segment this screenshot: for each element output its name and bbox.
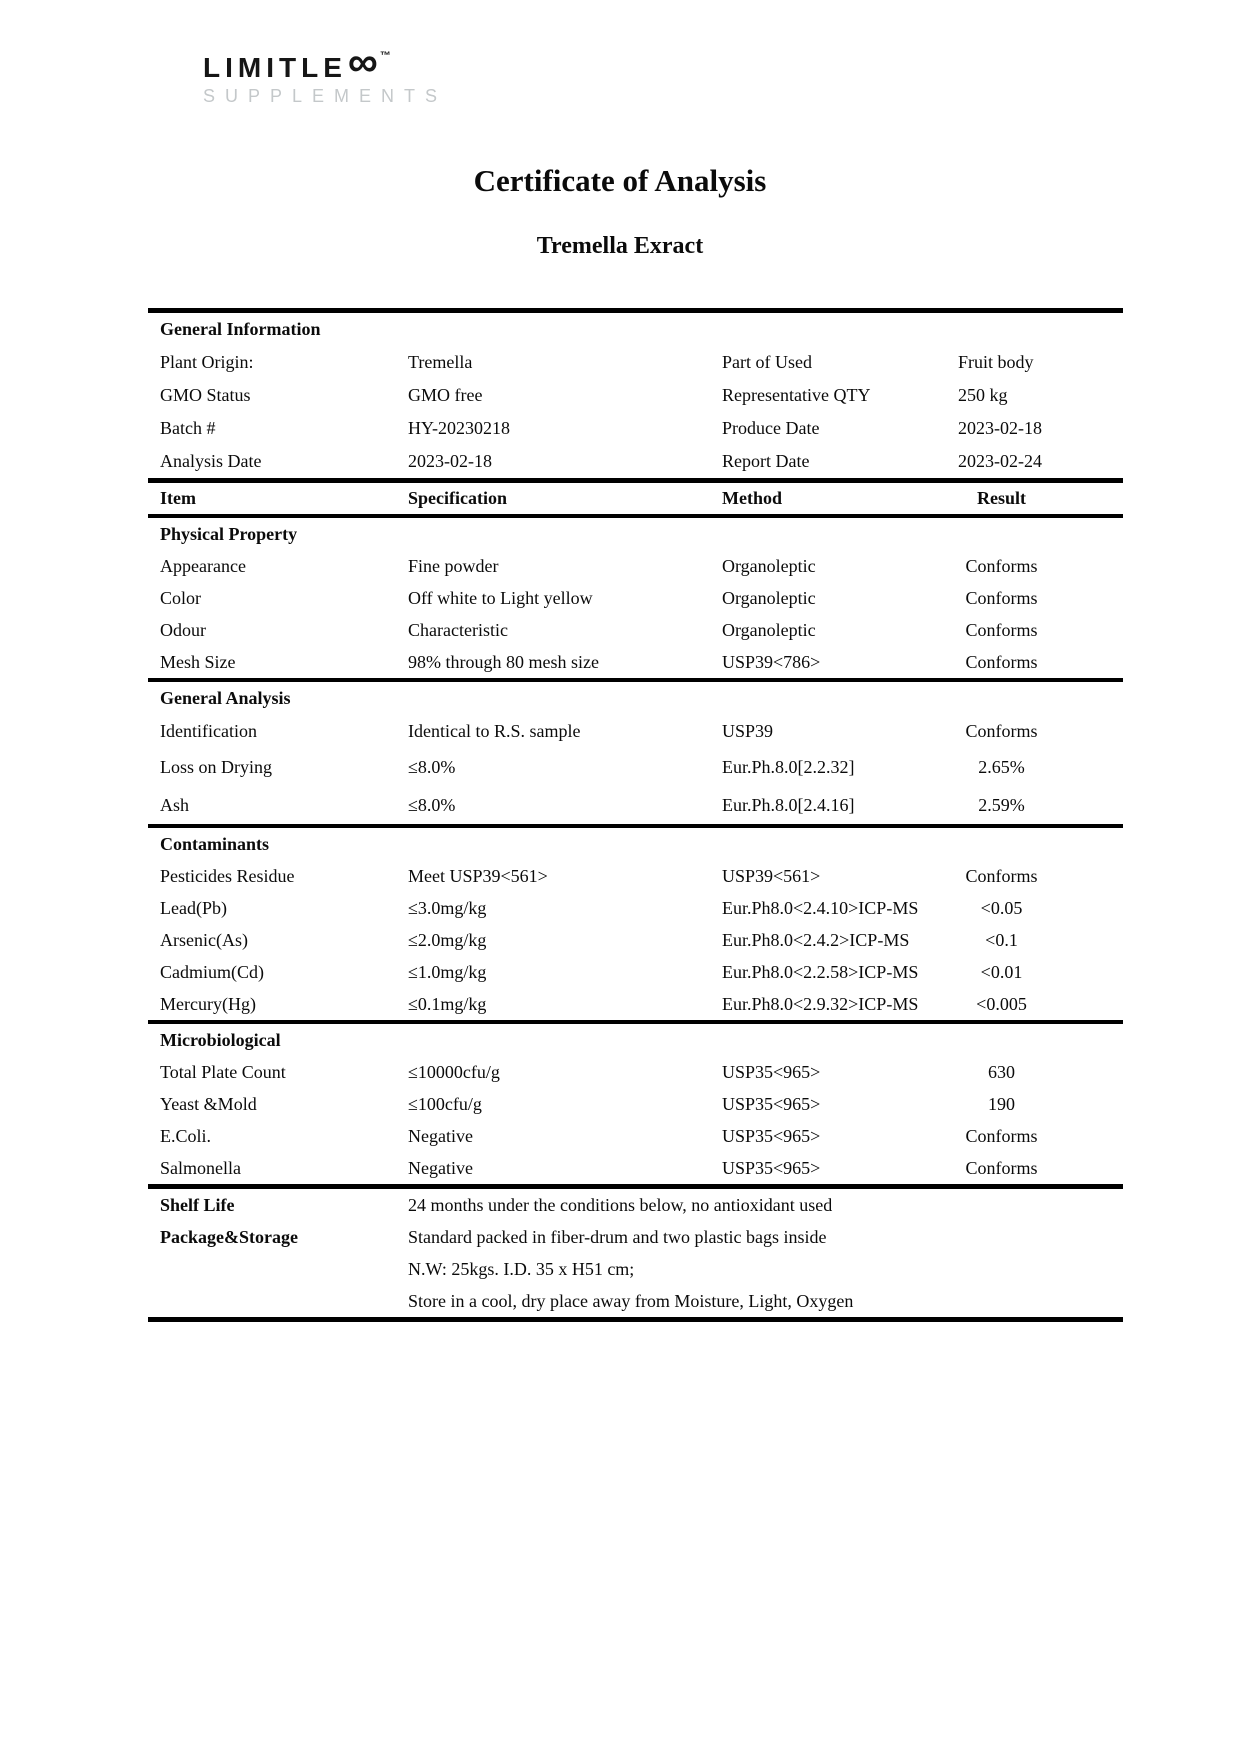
result-cell: Conforms bbox=[965, 1125, 1038, 1146]
analysis-sections bbox=[148, 518, 1123, 1184]
footer-row bbox=[148, 1285, 1123, 1317]
item-cell: Ash bbox=[160, 794, 190, 815]
result-cell: Conforms bbox=[965, 720, 1038, 741]
table-section bbox=[148, 824, 1123, 1020]
footer-row bbox=[148, 1221, 1123, 1253]
column-header-specification: Specification bbox=[408, 488, 507, 508]
table-row bbox=[148, 956, 1123, 988]
table-row bbox=[148, 582, 1123, 614]
result-cell: Conforms bbox=[965, 555, 1038, 576]
table-row bbox=[148, 924, 1123, 956]
result-cell: Conforms bbox=[965, 587, 1038, 608]
info-value: 250 kg bbox=[958, 385, 1008, 405]
item-cell: Cadmium(Cd) bbox=[160, 961, 264, 982]
logo-subtext: SUPPLEMENTS bbox=[203, 86, 448, 106]
column-header-method: Method bbox=[722, 488, 782, 508]
item-cell: Lead(Pb) bbox=[160, 897, 227, 918]
specification-cell: ≤3.0mg/kg bbox=[408, 897, 487, 918]
info-value: Fruit body bbox=[958, 352, 1034, 372]
item-cell: Yeast &Mold bbox=[160, 1093, 257, 1114]
general-information-section bbox=[148, 313, 1123, 478]
method-cell: USP35<965> bbox=[722, 1061, 821, 1082]
method-cell: USP39<561> bbox=[722, 865, 821, 886]
method-cell: Organoleptic bbox=[722, 587, 816, 608]
footer-row bbox=[148, 1253, 1123, 1285]
info-value: 2023-02-24 bbox=[958, 451, 1042, 471]
footer-row bbox=[148, 1189, 1123, 1221]
method-cell: USP35<965> bbox=[722, 1093, 821, 1114]
table-row bbox=[148, 786, 1123, 824]
product-name: Tremella Exract bbox=[536, 233, 704, 259]
footer-text: N.W: 25kgs. I.D. 35 x H51 cm; bbox=[408, 1258, 635, 1279]
section-title: Contaminants bbox=[160, 833, 270, 854]
table-row bbox=[148, 646, 1123, 678]
specification-cell: Off white to Light yellow bbox=[408, 587, 593, 608]
shelf-life-storage-section bbox=[148, 1189, 1123, 1317]
general-info-row bbox=[148, 445, 1123, 478]
section-title: General Information bbox=[160, 319, 321, 339]
general-info-row bbox=[148, 346, 1123, 379]
result-cell: Conforms bbox=[965, 619, 1038, 640]
specification-cell: ≤0.1mg/kg bbox=[408, 993, 487, 1014]
section-title: General Analysis bbox=[160, 687, 291, 708]
item-cell: Arsenic(As) bbox=[160, 929, 248, 950]
result-cell: 190 bbox=[988, 1093, 1015, 1114]
table-row bbox=[148, 1120, 1123, 1152]
info-value: 2023-02-18 bbox=[958, 418, 1042, 438]
section-title-row bbox=[148, 313, 1123, 346]
result-cell: <0.05 bbox=[980, 897, 1023, 918]
specification-cell: ≤100cfu/g bbox=[408, 1093, 482, 1114]
method-cell: Organoleptic bbox=[722, 555, 816, 576]
info-label: Report Date bbox=[722, 451, 810, 471]
item-cell: Mesh Size bbox=[160, 651, 236, 672]
result-cell: <0.1 bbox=[985, 929, 1018, 950]
table-row bbox=[148, 860, 1123, 892]
method-cell: USP39 bbox=[722, 720, 774, 741]
trademark-symbol: ™ bbox=[379, 50, 391, 62]
footer-text: Store in a cool, dry place away from Moisture, Light, Oxygen bbox=[408, 1290, 854, 1311]
method-cell: Eur.Ph8.0<2.2.58>ICP-MS bbox=[722, 961, 919, 982]
method-cell: Eur.Ph8.0<2.4.2>ICP-MS bbox=[722, 929, 910, 950]
result-cell: 2.59% bbox=[978, 794, 1025, 815]
method-cell: Organoleptic bbox=[722, 619, 816, 640]
divider bbox=[148, 1317, 1123, 1322]
result-cell: 630 bbox=[988, 1061, 1015, 1082]
section-title: Physical Property bbox=[160, 523, 298, 544]
method-cell: USP35<965> bbox=[722, 1125, 821, 1146]
item-cell: Loss on Drying bbox=[160, 756, 272, 777]
specification-cell: Characteristic bbox=[408, 619, 508, 640]
section-title-row bbox=[148, 682, 1123, 714]
specification-cell: Identical to R.S. sample bbox=[408, 720, 581, 741]
item-cell: Pesticides Residue bbox=[160, 865, 295, 886]
table-row bbox=[148, 892, 1123, 924]
footer-text: 24 months under the conditions below, no antioxidant used bbox=[408, 1194, 833, 1215]
section-title-row bbox=[148, 518, 1123, 550]
info-label: Plant Origin: bbox=[160, 352, 254, 372]
specification-cell: Negative bbox=[408, 1157, 473, 1178]
specification-cell: Meet USP39<561> bbox=[408, 865, 548, 886]
footer-label: Package&Storage bbox=[160, 1226, 298, 1247]
column-header-result: Result bbox=[977, 488, 1026, 508]
info-value: GMO free bbox=[408, 385, 483, 405]
item-cell: Color bbox=[160, 587, 202, 608]
table-row bbox=[148, 988, 1123, 1020]
result-cell: <0.01 bbox=[980, 961, 1023, 982]
info-value: 2023-02-18 bbox=[408, 451, 492, 471]
general-info-row bbox=[148, 412, 1123, 445]
footer-text: Standard packed in fiber-drum and two plastic bags inside bbox=[408, 1226, 827, 1247]
logo-wordmark-line bbox=[203, 38, 447, 85]
section-title-row bbox=[148, 1024, 1123, 1056]
table-row bbox=[148, 1056, 1123, 1088]
logo-wordmark: LIMITLE bbox=[203, 52, 347, 83]
table-row bbox=[148, 550, 1123, 582]
table-header-row bbox=[148, 483, 1123, 514]
specification-cell: ≤8.0% bbox=[408, 756, 456, 777]
result-cell: Conforms bbox=[965, 1157, 1038, 1178]
footer-label: Shelf Life bbox=[160, 1194, 235, 1215]
specification-cell: ≤8.0% bbox=[408, 794, 456, 815]
method-cell: Eur.Ph8.0<2.4.10>ICP-MS bbox=[722, 897, 919, 918]
specification-cell: 98% through 80 mesh size bbox=[408, 651, 599, 672]
result-cell: Conforms bbox=[965, 865, 1038, 886]
table-section bbox=[148, 678, 1123, 824]
item-cell: Mercury(Hg) bbox=[160, 993, 256, 1014]
item-cell: E.Coli. bbox=[160, 1125, 212, 1146]
info-label: Batch # bbox=[160, 418, 216, 438]
info-label: Produce Date bbox=[722, 418, 820, 438]
result-cell: <0.005 bbox=[976, 993, 1027, 1014]
table-section bbox=[148, 518, 1123, 678]
specification-cell: ≤10000cfu/g bbox=[408, 1061, 500, 1082]
specification-cell: Fine powder bbox=[408, 555, 499, 576]
method-cell: USP35<965> bbox=[722, 1157, 821, 1178]
item-cell: Odour bbox=[160, 619, 206, 640]
page-title: Certificate of Analysis bbox=[473, 163, 767, 198]
specification-cell: Negative bbox=[408, 1125, 473, 1146]
certificate-table bbox=[148, 308, 1123, 1322]
general-info-row bbox=[148, 379, 1123, 412]
info-label: GMO Status bbox=[160, 385, 251, 405]
info-label: Analysis Date bbox=[160, 451, 262, 471]
table-row bbox=[148, 1152, 1123, 1184]
method-cell: Eur.Ph.8.0[2.4.16] bbox=[722, 794, 855, 815]
specification-cell: ≤1.0mg/kg bbox=[408, 961, 487, 982]
method-cell: USP39<786> bbox=[722, 651, 821, 672]
logo bbox=[203, 38, 448, 107]
table-row bbox=[148, 614, 1123, 646]
specification-cell: ≤2.0mg/kg bbox=[408, 929, 487, 950]
item-cell: Total Plate Count bbox=[160, 1061, 286, 1082]
method-cell: Eur.Ph.8.0[2.2.32] bbox=[722, 756, 855, 777]
column-header-item: Item bbox=[160, 488, 196, 508]
item-cell: Salmonella bbox=[160, 1157, 241, 1178]
infinity-icon: ∞ bbox=[347, 38, 378, 85]
table-row bbox=[148, 748, 1123, 786]
info-label: Part of Used bbox=[722, 352, 812, 372]
table-row bbox=[148, 714, 1123, 748]
section-title-row bbox=[148, 828, 1123, 860]
info-value: HY-20230218 bbox=[408, 418, 510, 438]
item-cell: Identification bbox=[160, 720, 257, 741]
result-cell: 2.65% bbox=[978, 756, 1025, 777]
method-cell: Eur.Ph8.0<2.9.32>ICP-MS bbox=[722, 993, 919, 1014]
table-row bbox=[148, 1088, 1123, 1120]
item-cell: Appearance bbox=[160, 555, 246, 576]
info-value: Tremella bbox=[408, 352, 473, 372]
result-cell: Conforms bbox=[965, 651, 1038, 672]
section-title: Microbiological bbox=[160, 1029, 281, 1050]
table-section bbox=[148, 1020, 1123, 1184]
info-label: Representative QTY bbox=[722, 385, 871, 405]
